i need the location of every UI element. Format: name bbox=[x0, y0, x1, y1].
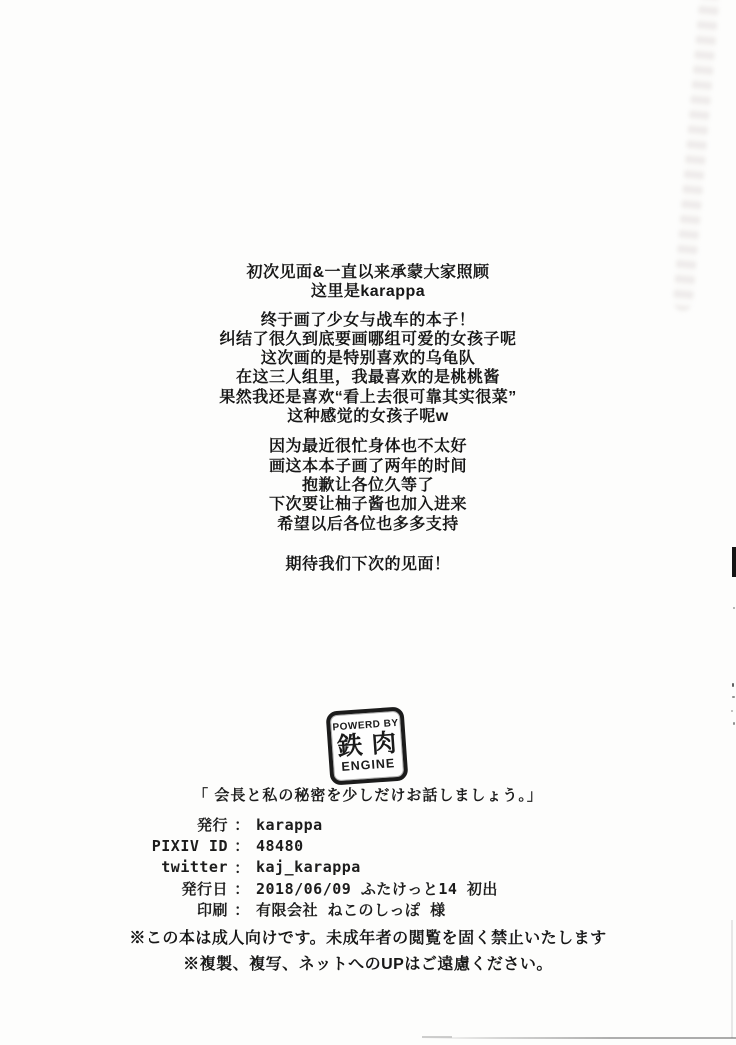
closing-line: 期待我们下次的见面！ bbox=[285, 555, 451, 573]
colophon-colon: ： bbox=[234, 816, 250, 835]
scan-speck bbox=[731, 710, 733, 712]
scan-speck bbox=[733, 607, 735, 609]
message-paragraph-2 bbox=[0, 437, 736, 533]
message-line: 这种感觉的女孩子呢w bbox=[287, 408, 449, 426]
warning-notices bbox=[0, 926, 736, 978]
author-message bbox=[0, 263, 736, 574]
book-title: 「 会長と私の秘密を少しだけお話しましょう。」 bbox=[193, 787, 543, 804]
greeting-line: 初次见面&一直以来承蒙大家照顾 bbox=[246, 264, 490, 281]
scan-speck bbox=[732, 696, 735, 698]
colophon-colon: ： bbox=[234, 837, 250, 856]
tetsuniku-engine-stamp bbox=[326, 706, 409, 785]
colophon-row-pixiv bbox=[0, 835, 736, 856]
colophon-row-publisher bbox=[0, 814, 736, 835]
colophon-label: twitter bbox=[161, 858, 228, 877]
message-line: 希望以后各位也多多支持 bbox=[277, 515, 459, 533]
colophon-row-printer bbox=[0, 899, 736, 920]
message-line: 纠结了很久到底要画哪组可爱的女孩子呢 bbox=[219, 330, 517, 348]
scan-speck bbox=[733, 722, 735, 725]
message-line: 果然我还是喜欢“看上去很可靠其实很菜” bbox=[219, 388, 517, 406]
message-line: 这次画的是特别喜欢的乌龟队 bbox=[260, 350, 476, 368]
scan-bottom-dash bbox=[422, 1036, 452, 1038]
colophon-value: 有限会社 ねこのしっぽ 様 bbox=[256, 901, 446, 920]
greeting-block bbox=[0, 263, 736, 302]
stamp-powered-by-text: POWERD BY bbox=[332, 717, 399, 734]
message-line: 抱歉让各位久等了 bbox=[301, 476, 434, 494]
colophon-label: 印刷 bbox=[196, 901, 228, 920]
colophon-label: 発行 bbox=[196, 816, 228, 835]
colophon-label: 発行日 bbox=[181, 880, 228, 899]
colophon-value: 2018/06/09 ふたけっと14 初出 bbox=[256, 880, 498, 899]
message-line: 画这本本子画了两年的时间 bbox=[268, 457, 467, 475]
colophon-colon: ： bbox=[234, 880, 250, 899]
colophon-value: 48480 bbox=[256, 836, 304, 855]
colophon-colon: ： bbox=[234, 901, 250, 920]
message-line: 在这三人组里，我最喜欢的是桃桃酱 bbox=[235, 369, 500, 387]
greeting-line: 这里是karappa bbox=[310, 283, 426, 301]
adult-warning-line: ※この本は成人向けです。未成年者の閲覧を固く禁止いたします bbox=[129, 930, 607, 947]
stamp-kanji-text: 鉄肉 bbox=[336, 728, 407, 762]
scan-bottom-line bbox=[420, 1037, 736, 1039]
message-paragraph-1 bbox=[0, 311, 736, 427]
message-line: 下次要让柚子酱也加入进来 bbox=[268, 496, 467, 514]
colophon-row-twitter bbox=[0, 857, 736, 878]
message-line: 因为最近很忙身体也不太好 bbox=[268, 438, 467, 456]
message-line: 终于画了少女与战车的本子！ bbox=[260, 311, 476, 329]
colophon-row-publish-date bbox=[0, 878, 736, 899]
stamp-engine-text: ENGINE bbox=[340, 756, 396, 774]
colophon-value: kaj_karappa bbox=[256, 858, 361, 877]
no-reproduction-line: ※複製、複写、ネットへのUPはご遠慮ください。 bbox=[183, 956, 553, 973]
colophon-value: karappa bbox=[256, 815, 323, 834]
scan-speck bbox=[732, 683, 734, 687]
colophon-label: PIXIV ID bbox=[151, 836, 228, 855]
colophon bbox=[0, 787, 736, 920]
colophon-colon: ： bbox=[234, 858, 250, 877]
